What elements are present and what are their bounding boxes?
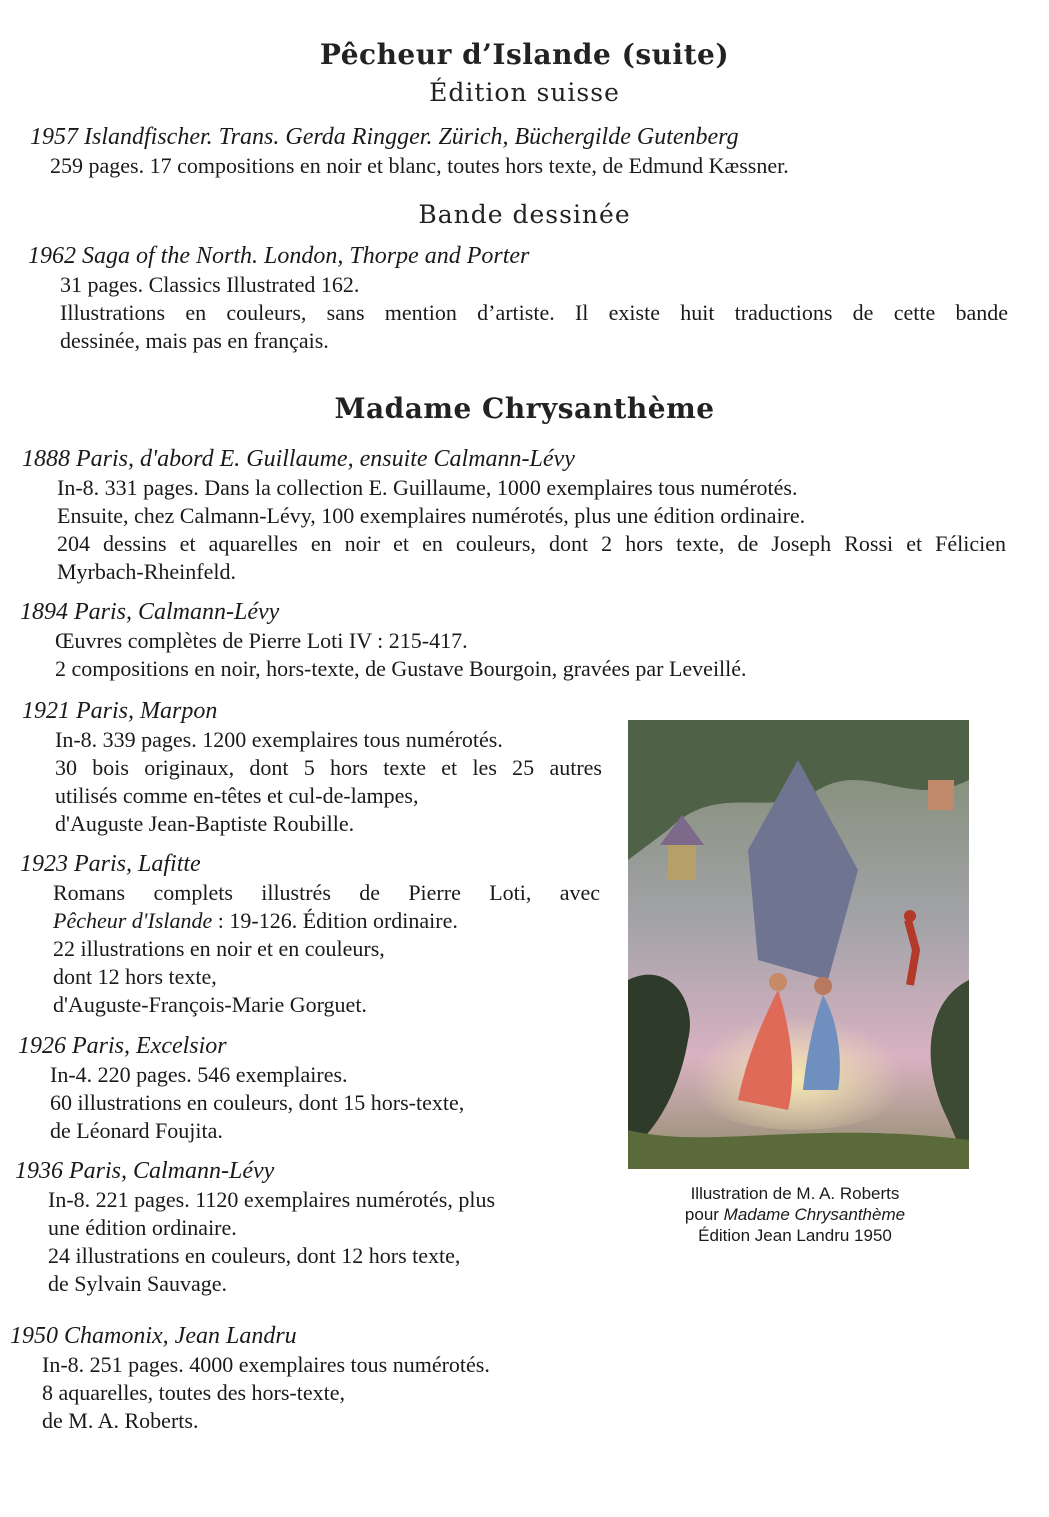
entry-heading: 1957 Islandfischer. Trans. Gerda Ringger. Zürich, Büchergilde Gutenberg <box>30 124 739 150</box>
entry-heading: 1950 Chamonix, Jean Landru <box>10 1323 297 1349</box>
section-title-madame-chrysantheme: Madame Chrysanthème <box>334 392 715 425</box>
entry-1923 <box>20 849 600 1019</box>
entry-line: d'Auguste Jean-Baptiste Roubille. <box>55 811 355 836</box>
entry-1936 <box>15 1156 495 1298</box>
entry-1926 <box>18 1031 464 1145</box>
entry-line: Œuvres complètes de Pierre Loti IV : 215-417. <box>55 628 468 653</box>
entry-1957 <box>30 122 789 180</box>
entry-line: 60 illustrations en couleurs, dont 15 hors-texte, <box>50 1090 465 1115</box>
entry-1894 <box>20 597 747 683</box>
entry-line: In-8. 339 pages. 1200 exemplaires tous numérotés. <box>55 727 503 752</box>
work-title: Pêcheur d'Islande <box>53 908 213 933</box>
section-title-pecheur: Pêcheur d’Islande (suite) <box>319 38 730 71</box>
entry-line: 30 bois originaux, dont 5 hors texte et les 25 autres <box>55 755 602 780</box>
caption-line <box>630 1204 960 1225</box>
entry-line: 31 pages. Classics Illustrated 162. <box>60 272 360 297</box>
caption-pour: pour <box>684 1205 724 1224</box>
entry-line: 204 dessins et aquarelles en noir et en couleurs, dont 2 hors texte, de Joseph Rossi et Félicien <box>57 531 1006 556</box>
entry-line: de M. A. Roberts. <box>42 1408 199 1433</box>
caption-line: Édition Jean Landru 1950 <box>698 1226 892 1245</box>
entry-line: In-8. 221 pages. 1120 exemplaires numérotés, plus <box>48 1187 496 1212</box>
entry-1962 <box>28 241 1008 355</box>
entry-line: 259 pages. 17 compositions en noir et blanc, toutes hors texte, de Edmund Kæssner. <box>50 153 789 178</box>
entry-1950 <box>10 1321 490 1435</box>
entry-heading: 1923 Paris, Lafitte <box>20 851 201 877</box>
caption-line: Illustration de M. A. Roberts <box>690 1184 900 1203</box>
section-subtitle-bande-dessinee: Bande dessinée <box>418 200 631 229</box>
entry-line: une édition ordinaire. <box>48 1215 237 1240</box>
entry-line: In-4. 220 pages. 546 exemplaires. <box>50 1062 348 1087</box>
entry-line: de Léonard Foujita. <box>50 1118 223 1143</box>
entry-heading: 1962 Saga of the North. London, Thorpe and Porter <box>28 243 530 269</box>
entry-line: d'Auguste-François-Marie Gorguet. <box>53 992 367 1017</box>
entry-line: In-8. 251 pages. 4000 exemplaires tous numérotés. <box>42 1352 490 1377</box>
entry-line: dessinée, mais pas en français. <box>60 328 329 353</box>
entry-line: Illustrations en couleurs, sans mention d’artiste. Il existe huit traductions de cette bande <box>60 300 1008 325</box>
entry-heading: 1926 Paris, Excelsior <box>18 1033 227 1059</box>
entry-1921 <box>22 696 602 838</box>
entry-line: utilisés comme en-têtes et cul-de-lampes, <box>55 783 419 808</box>
caption-work-title: Madame Chrysanthème <box>723 1205 906 1224</box>
entry-heading: 1888 Paris, d'abord E. Guillaume, ensuite Calmann-Lévy <box>22 446 575 472</box>
entry-1888 <box>22 444 1006 586</box>
entry-line: In-8. 331 pages. Dans la collection E. Guillaume, 1000 exemplaires tous numérotés. <box>57 475 798 500</box>
entry-line: Myrbach-Rheinfeld. <box>57 559 236 584</box>
figure-caption <box>630 1183 960 1246</box>
entry-line-rest: : 19-126. Édition ordinaire. <box>212 908 458 933</box>
entry-line: 22 illustrations en noir et en couleurs, <box>53 936 385 961</box>
entry-line: dont 12 hors texte, <box>53 964 217 989</box>
entry-line <box>53 907 600 935</box>
entry-line: 8 aquarelles, toutes des hors-texte, <box>42 1380 346 1405</box>
entry-heading: 1894 Paris, Calmann-Lévy <box>20 599 280 625</box>
illustration-painting <box>628 720 969 1169</box>
entry-line: 2 compositions en noir, hors-texte, de Gustave Bourgoin, gravées par Leveillé. <box>55 656 747 681</box>
entry-line: Romans complets illustrés de Pierre Loti, avec <box>53 880 600 905</box>
section-subtitle-edition-suisse: Édition suisse <box>429 78 620 107</box>
entry-line: Ensuite, chez Calmann-Lévy, 100 exemplaires numérotés, plus une édition ordinaire. <box>57 503 806 528</box>
entry-heading: 1921 Paris, Marpon <box>22 698 218 724</box>
entry-heading: 1936 Paris, Calmann-Lévy <box>15 1158 275 1184</box>
entry-line: 24 illustrations en couleurs, dont 12 hors texte, <box>48 1243 461 1268</box>
entry-line: de Sylvain Sauvage. <box>48 1271 228 1296</box>
